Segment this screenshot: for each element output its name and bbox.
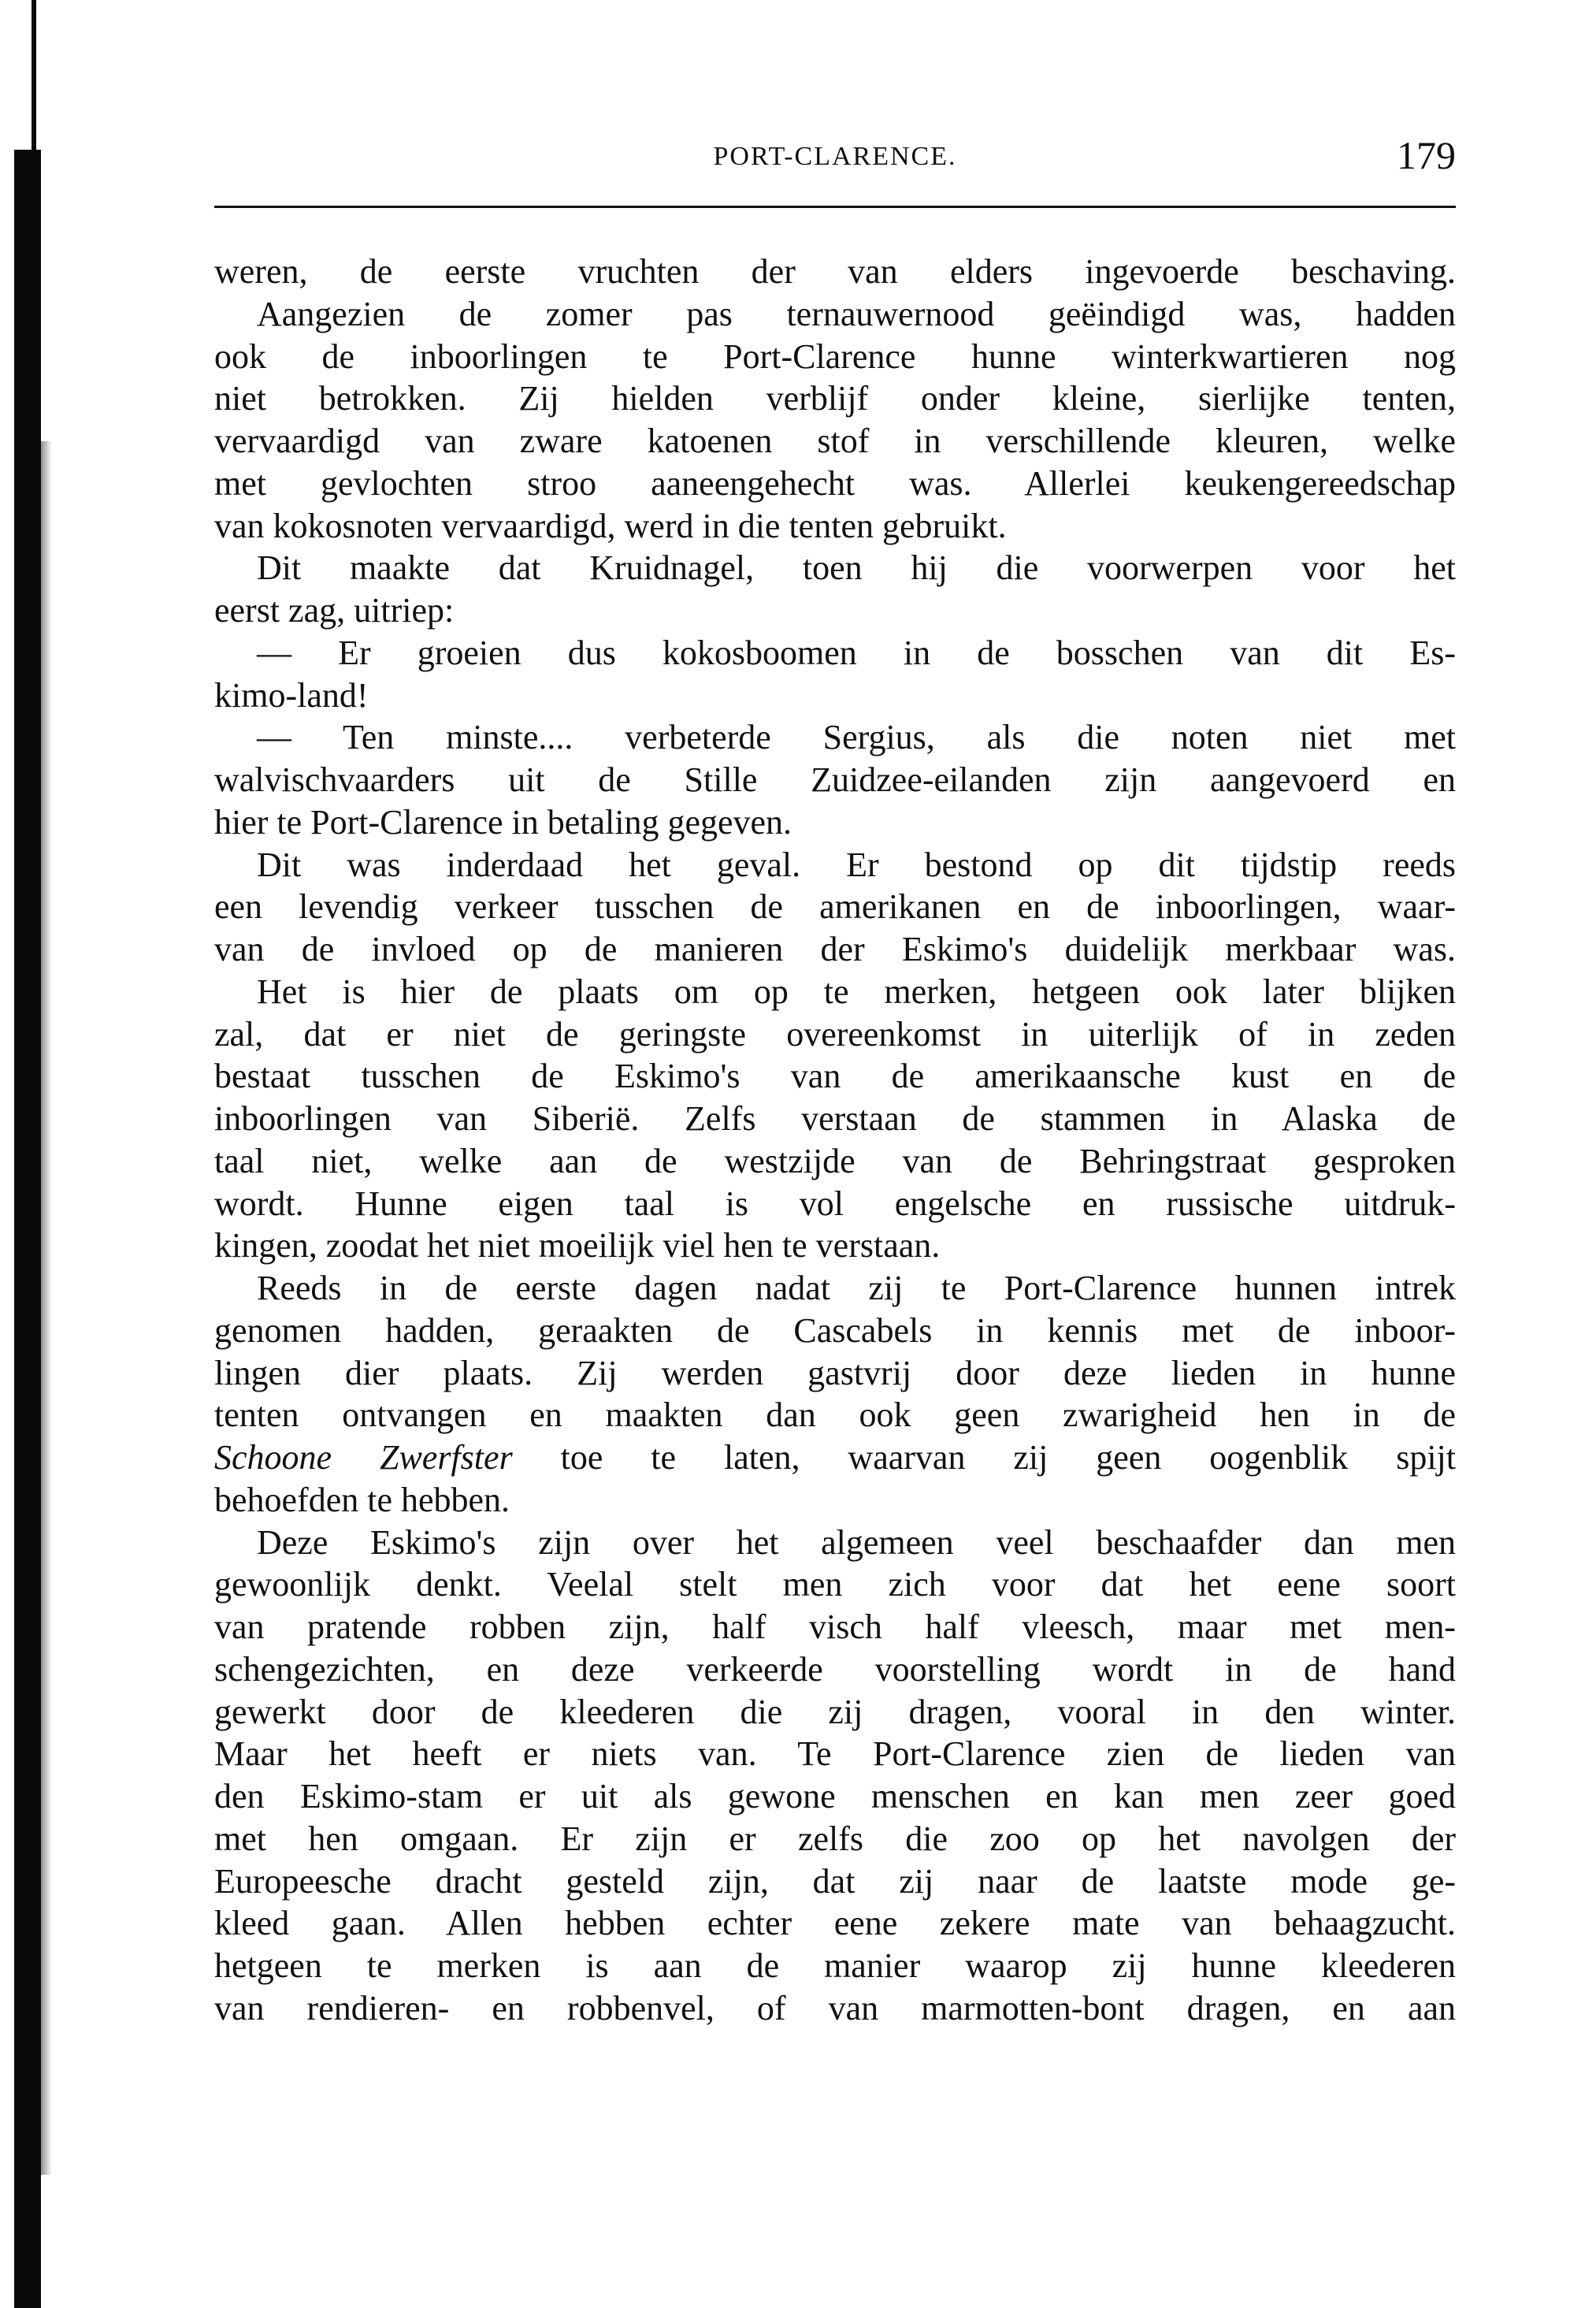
page-number: 179 — [1397, 133, 1456, 177]
text-line — [214, 759, 1456, 801]
line-text: een levendig verkeer tusschen de amerikanen en de inboorlingen, waar- — [214, 887, 1456, 927]
line-text: met hen omgaan. Er zijn er zelfs die zoo op het navolgen der — [214, 1819, 1456, 1858]
text-line — [214, 886, 1456, 928]
line-text: gewoonlijk denkt. Veelal stelt men zich voor dat het eene soort — [214, 1565, 1456, 1604]
header-rule — [214, 206, 1456, 208]
text-line — [214, 801, 1456, 844]
line-text: schengezichten, en deze verkeerde voorstelling wordt in de hand — [214, 1649, 1456, 1689]
running-header — [214, 132, 1456, 180]
line-text: niet betrokken. Zij hielden verblijf onder kleine, sierlijke tenten, — [214, 379, 1456, 418]
text-line — [214, 716, 1456, 759]
line-text: — Ten minste.... verbeterde Sergius, als die noten niet met — [257, 718, 1456, 757]
line-text: toe te laten, waarvan zij geen oogenblik spijt — [512, 1438, 1456, 1477]
line-text: Het is hier de plaats om op te merken, hetgeen ook later blijken — [257, 972, 1456, 1011]
text-line — [214, 1606, 1456, 1648]
line-text: wordt. Hunne eigen taal is vol engelsche en russische uitdruk- — [214, 1184, 1456, 1223]
line-text: Deze Eskimo's zijn over het algemeen veel beschaafder dan men — [257, 1522, 1456, 1562]
line-text: Dit maakte dat Kruidnagel, toen hij die voorwerpen voor het — [257, 548, 1456, 588]
line-text: — Er groeien dus kokosboomen in de bosschen van dit Es- — [257, 633, 1456, 672]
text-line — [214, 1183, 1456, 1225]
line-text: kimo-land! — [214, 675, 369, 715]
line-text: kingen, zoodat het niet moeilijk viel hen te verstaan. — [214, 1226, 941, 1265]
line-text: bestaat tusschen de Eskimo's van de amerikaansche kust en de — [214, 1057, 1456, 1096]
line-text: Aangezien de zomer pas ternauwernood geëindigd was, hadden — [257, 294, 1456, 333]
text-line — [214, 463, 1456, 505]
line-text: van kokosnoten vervaardigd, werd in die tenten gebruikt. — [214, 506, 1007, 545]
line-text: walvischvaarders uit de Stille Zuidzee-eilanden zijn aangevoerd en — [214, 760, 1456, 799]
text-line — [214, 1225, 1456, 1267]
line-text: lingen dier plaats. Zij werden gastvrij door deze lieden in hunne — [214, 1353, 1456, 1392]
text-line — [214, 1310, 1456, 1352]
text-line — [214, 1691, 1456, 1734]
line-text: kleed gaan. Allen hebben echter eene zekere mate van behaagzucht. — [214, 1904, 1456, 1943]
line-text: hetgeen te merken is aan de manier waarop zij hunne kleederen — [214, 1946, 1456, 1985]
line-text: gewerkt door de kleederen die zij dragen, vooral in den winter. — [214, 1692, 1456, 1731]
line-text: Maar het heeft er niets van. Te Port-Clarence zien de lieden van — [214, 1734, 1456, 1774]
text-line — [214, 1945, 1456, 1987]
text-line — [214, 1818, 1456, 1860]
text-line — [214, 675, 1456, 717]
text-line — [214, 1267, 1456, 1310]
text-line — [214, 1479, 1456, 1522]
line-text: Europeesche dracht gesteld zijn, dat zij naar de laatste mode ge- — [214, 1861, 1456, 1901]
line-text: inboorlingen van Siberië. Zelfs verstaan de stammen in Alaska de — [214, 1099, 1456, 1138]
text-line — [214, 251, 1456, 293]
text-line — [214, 1648, 1456, 1691]
text-line — [214, 1563, 1456, 1606]
text-line — [214, 293, 1456, 336]
binding-edge-mark — [32, 0, 36, 158]
text-line — [214, 1394, 1456, 1436]
text-line — [214, 632, 1456, 675]
line-text: van de invloed op de manieren der Eskimo's duidelijk merkbaar was. — [214, 930, 1456, 968]
text-line — [214, 505, 1456, 548]
line-text: met gevlochten stroo aaneengehecht was. Allerlei keukengereedschap — [214, 463, 1456, 503]
text-line — [214, 1436, 1456, 1479]
text-line — [214, 336, 1456, 378]
line-text: zal, dat er niet de geringste overeenkomst in uiterlijk of in zeden — [214, 1014, 1456, 1054]
text-line — [214, 1098, 1456, 1140]
text-line — [214, 1055, 1456, 1098]
text-line — [214, 1860, 1456, 1903]
text-line — [214, 1352, 1456, 1395]
text-line — [214, 1013, 1456, 1056]
text-line — [214, 377, 1456, 420]
line-text: den Eskimo-stam er uit als gewone menschen en kan men zeer goed — [214, 1777, 1456, 1816]
text-line — [214, 420, 1456, 463]
text-line — [214, 589, 1456, 632]
line-text: eerst zag, uitriep: — [214, 591, 455, 630]
body-text — [214, 251, 1456, 2030]
text-line — [214, 971, 1456, 1013]
binding-edge-shadow — [14, 150, 41, 2308]
line-text: genomen hadden, geraakten de Cascabels in kennis met de inboor- — [214, 1310, 1456, 1350]
italic-ship-name: Schoone Zwerfster — [214, 1438, 513, 1477]
line-text: van pratende robben zijn, half visch half vleesch, maar met men- — [214, 1607, 1456, 1646]
text-line — [214, 1902, 1456, 1945]
running-title: PORT-CLARENCE. — [713, 142, 957, 171]
binding-edge-gradient — [41, 441, 52, 2175]
text-line — [214, 547, 1456, 589]
line-text: behoefden te hebben. — [214, 1480, 510, 1519]
text-line — [214, 1775, 1456, 1818]
text-line — [214, 928, 1456, 971]
text-line — [214, 1140, 1456, 1183]
text-line — [214, 1987, 1456, 2030]
line-text: Dit was inderdaad het geval. Er bestond op dit tijdstip reeds — [257, 845, 1456, 884]
line-text: van rendieren- en robbenvel, of van marmotten-bont dragen, en aan — [214, 1988, 1456, 2027]
text-line — [214, 1522, 1456, 1564]
line-text: vervaardigd van zware katoenen stof in verschillende kleuren, welke — [214, 422, 1456, 460]
text-line — [214, 844, 1456, 886]
line-text: tenten ontvangen en maakten dan ook geen zwarigheid hen in de — [214, 1396, 1456, 1435]
line-text: hier te Port-Clarence in betaling gegeven. — [214, 802, 792, 842]
line-text: ook de inboorlingen te Port-Clarence hunne winterkwartieren nog — [214, 336, 1456, 376]
line-text: Reeds in de eerste dagen nadat zij te Port-Clarence hunnen intrek — [257, 1269, 1456, 1307]
line-text: weren, de eerste vruchten der van elders ingevoerde beschaving. — [214, 252, 1456, 291]
text-line — [214, 1733, 1456, 1775]
line-text: taal niet, welke aan de westzijde van de Behringstraat gesproken — [214, 1141, 1456, 1180]
